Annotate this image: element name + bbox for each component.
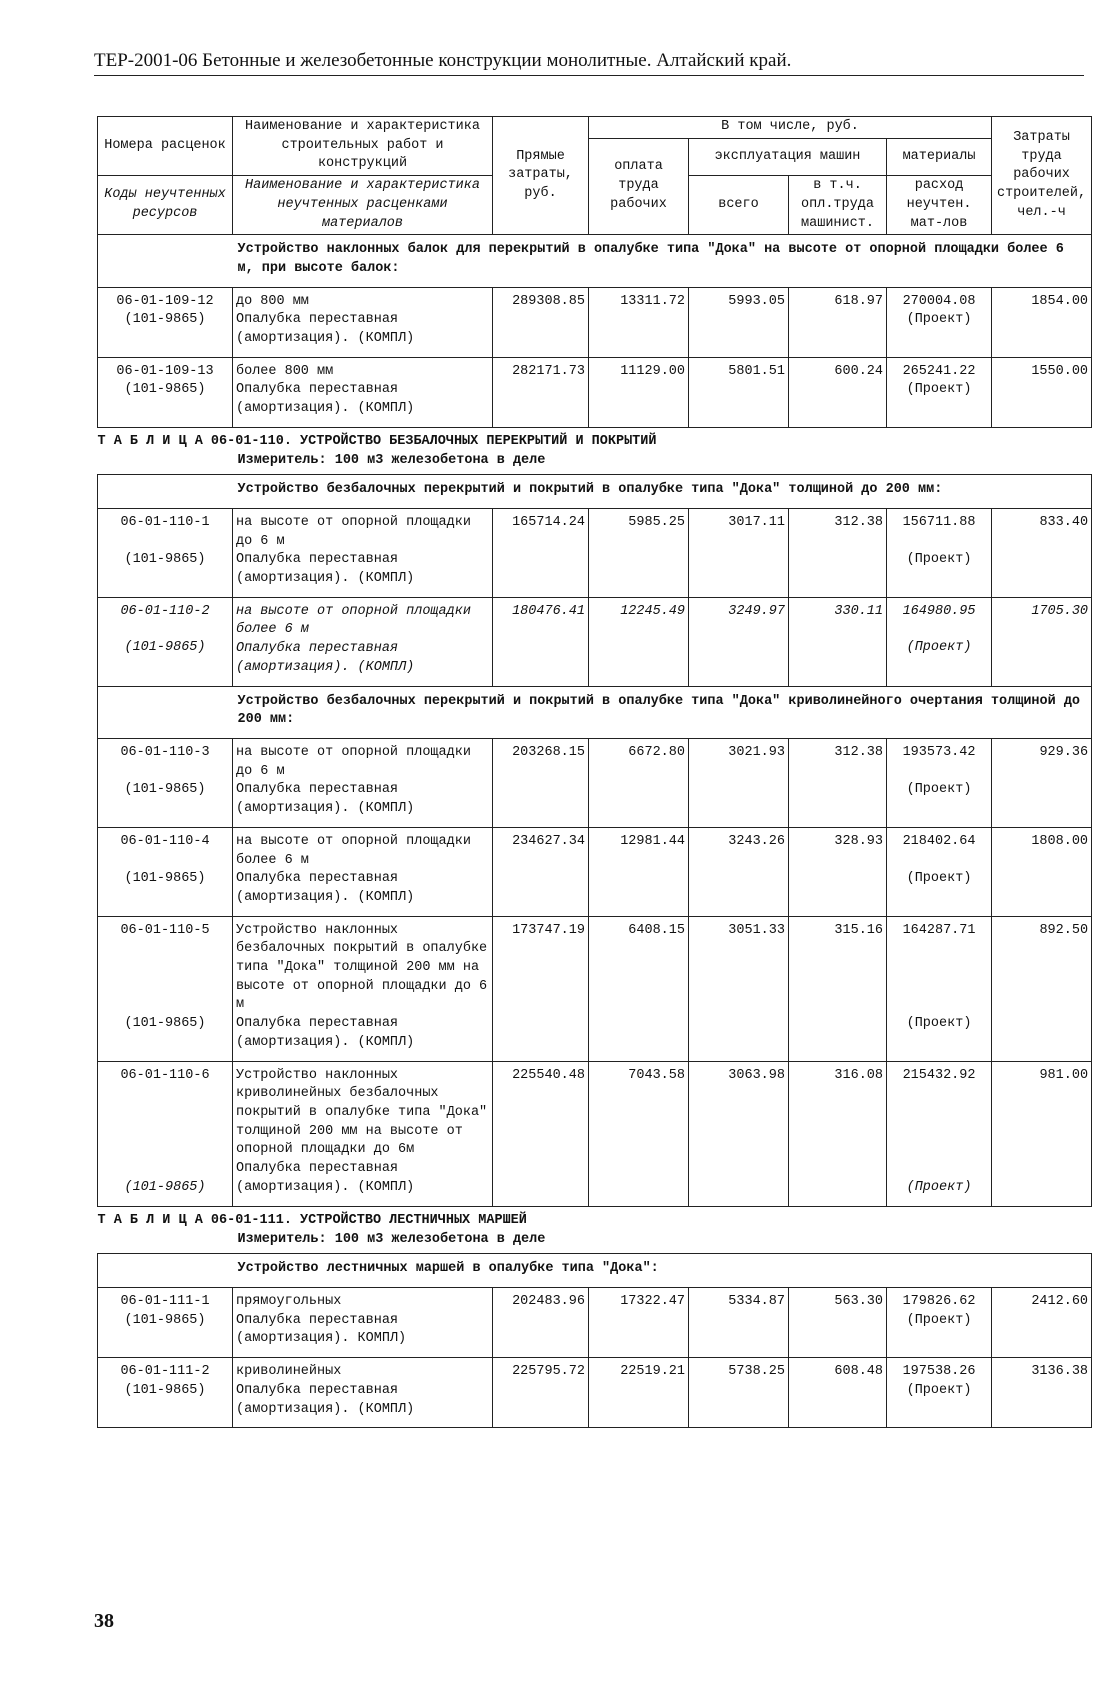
machines-labor: 312.38 (789, 738, 887, 827)
table-row (98, 1061, 1092, 1206)
labor-hours: 1550.00 (992, 357, 1092, 427)
labor-pay: 11129.00 (589, 357, 689, 427)
materials-project: (Проект) (906, 1016, 972, 1032)
rates-table (97, 116, 1092, 1428)
resource-code: (101-9865) (124, 870, 206, 886)
machines-labor: 618.97 (789, 287, 887, 357)
table-caption: Т А Б Л И Ц А 06-01-111. УСТРОЙСТВО ЛЕСТНИЧНЫХ МАРШЕЙ (97, 1212, 527, 1228)
machines-labor: 315.16 (789, 916, 887, 1061)
work-name: более 800 мм (236, 363, 334, 379)
materials-cost: 218402.64 (902, 833, 976, 849)
col-materials: материалы (887, 138, 992, 175)
material-name: Опалубка переставная (амортизация). (КОМПЛ) (236, 382, 415, 417)
col-rate-numbers: Номера расценок (98, 117, 233, 176)
section-title: Устройство безбалочных перекрытий и покрытий в опалубке типа "Дока" толщиной до 200 мм: (233, 475, 1092, 509)
rates-sheet (97, 116, 1091, 1428)
rate-code: 06-01-110-3 (120, 744, 210, 760)
work-name: до 800 мм (236, 293, 309, 309)
rate-code: 06-01-109-12 (116, 293, 214, 309)
machines-labor: 608.48 (789, 1358, 887, 1428)
work-name: прямоугольных (236, 1294, 342, 1310)
resource-code: (101-9865) (124, 1180, 206, 1196)
table-caption: Т А Б Л И Ц А 06-01-110. УСТРОЙСТВО БЕЗБАЛОЧНЫХ ПЕРЕКРЫТИЙ И ПОКРЫТИЙ (97, 433, 657, 449)
material-name: Опалубка переставная (амортизация). (КОМПЛ) (236, 641, 415, 675)
machines-total: 5334.87 (689, 1288, 789, 1358)
work-name: криволинейных (236, 1364, 342, 1380)
direct-cost: 165714.24 (493, 508, 589, 597)
machines-total: 5993.05 (689, 287, 789, 357)
machines-total: 3051.33 (689, 916, 789, 1061)
materials-project: (Проект) (906, 1180, 972, 1196)
col-material-name: Наименование и характеристика неучтенных расценками материалов (233, 176, 493, 235)
direct-cost: 225540.48 (493, 1061, 589, 1206)
resource-code: (101-9865) (124, 781, 206, 797)
material-name: Опалубка переставная (амортизация). (КОМПЛ) (236, 312, 415, 347)
table-row (98, 738, 1092, 827)
page-header: ТЕР-2001-06 Бетонные и железобетонные конструкции монолитные. Алтайский край. (94, 50, 1084, 76)
col-labor-pay: оплата труда рабочих (589, 138, 689, 235)
work-name: Устройство наклонных криволинейных безбалочных покрытий в опалубке типа "Дока" толщиной 200 мм на высоте от опорной площадки до 6м (236, 1067, 488, 1158)
materials-project: (Проект) (906, 1382, 972, 1398)
labor-pay: 13311.72 (589, 287, 689, 357)
machines-labor: 330.11 (789, 597, 887, 686)
table-row (98, 357, 1092, 427)
labor-hours: 929.36 (992, 738, 1092, 827)
materials-cost: 265241.22 (902, 363, 976, 379)
materials-project: (Проект) (906, 551, 972, 567)
resource-code: (101-9865) (124, 640, 206, 656)
col-including: В том числе, руб. (589, 117, 992, 139)
machines-labor: 312.38 (789, 508, 887, 597)
labor-pay: 6672.80 (589, 738, 689, 827)
materials-project: (Проект) (906, 870, 972, 886)
material-name: Опалубка переставная (амортизация). (КОМПЛ) (236, 552, 415, 587)
resource-code: (101-9865) (124, 312, 206, 328)
rates-body (98, 235, 1092, 1428)
col-direct-costs: Прямые затраты, руб. (493, 117, 589, 235)
table-row (98, 916, 1092, 1061)
table-row (98, 1288, 1092, 1358)
rate-code: 06-01-111-1 (120, 1294, 210, 1310)
section-title: Устройство наклонных балок для перекрытий в опалубке типа "Дока" на высоте от опорной площадки более 6 м, при высоте балок: (233, 235, 1092, 287)
materials-cost: 179826.62 (902, 1294, 976, 1310)
materials-cost: 164980.95 (902, 603, 976, 619)
rate-code: 06-01-109-13 (116, 363, 214, 379)
rate-code: 06-01-110-6 (120, 1067, 210, 1083)
labor-pay: 17322.47 (589, 1288, 689, 1358)
col-labor-hours: Затраты труда рабочих строителей, чел.-ч (992, 117, 1092, 235)
direct-cost: 282171.73 (493, 357, 589, 427)
col-machines-labor: в т.ч. опл.труда машинист. (789, 176, 887, 235)
materials-project: (Проект) (906, 781, 972, 797)
labor-hours: 1808.00 (992, 827, 1092, 916)
direct-cost: 225795.72 (493, 1358, 589, 1428)
table-row (98, 287, 1092, 357)
labor-pay: 12981.44 (589, 827, 689, 916)
material-name: Опалубка переставная (амортизация). (КОМПЛ) (236, 1016, 415, 1050)
materials-project: (Проект) (906, 382, 972, 398)
machines-labor: 316.08 (789, 1061, 887, 1206)
table-measure: Измеритель: 100 м3 железобетона в деле (237, 452, 546, 468)
labor-hours: 2412.60 (992, 1288, 1092, 1358)
resource-code: (101-9865) (124, 551, 206, 567)
col-machines-total: всего (689, 176, 789, 235)
material-name: Опалубка переставная (амортизация). (КОМПЛ) (236, 871, 415, 905)
col-work-name: Наименование и характеристика строительных работ и конструкций (233, 117, 493, 176)
direct-cost: 180476.41 (493, 597, 589, 686)
labor-hours: 3136.38 (992, 1358, 1092, 1428)
work-name: Устройство наклонных безбалочных покрытий в опалубке типа "Дока" толщиной 200 мм на высоте от опорной площадки до 6 м (236, 922, 488, 1013)
col-materials-consumption: расход неучтен. мат-лов (887, 176, 992, 235)
labor-hours: 1854.00 (992, 287, 1092, 357)
machines-labor: 328.93 (789, 827, 887, 916)
materials-cost: 164287.71 (902, 922, 976, 938)
materials-cost: 193573.42 (902, 744, 976, 760)
rate-code: 06-01-110-1 (120, 514, 210, 530)
machines-total: 3063.98 (689, 1061, 789, 1206)
machines-total: 3017.11 (689, 508, 789, 597)
labor-hours: 1705.30 (992, 597, 1092, 686)
direct-cost: 203268.15 (493, 738, 589, 827)
work-name: на высоте от опорной площадки до 6 м (236, 514, 471, 549)
materials-cost: 270004.08 (902, 293, 976, 309)
labor-hours: 981.00 (992, 1061, 1092, 1206)
resource-code: (101-9865) (124, 1016, 206, 1032)
work-name: на высоте от опорной площадки до 6 м (236, 744, 471, 779)
resource-code: (101-9865) (124, 382, 206, 398)
resource-code: (101-9865) (124, 1382, 206, 1398)
material-name: Опалубка переставная (амортизация). (КОМПЛ) (236, 1382, 415, 1417)
machines-total: 3243.26 (689, 827, 789, 916)
labor-pay: 12245.49 (589, 597, 689, 686)
direct-cost: 173747.19 (493, 916, 589, 1061)
col-machines: эксплуатация машин (689, 138, 887, 175)
work-name: на высоте от опорной площадки более 6 м (236, 603, 471, 638)
labor-hours: 892.50 (992, 916, 1092, 1061)
labor-hours: 833.40 (992, 508, 1092, 597)
table-measure: Измеритель: 100 м3 железобетона в деле (237, 1231, 546, 1247)
labor-pay: 5985.25 (589, 508, 689, 597)
work-name: на высоте от опорной площадки более 6 м (236, 833, 471, 868)
materials-project: (Проект) (906, 640, 972, 656)
materials-cost: 197538.26 (902, 1364, 976, 1380)
col-resource-codes: Коды неучтенных ресурсов (98, 176, 233, 235)
labor-pay: 6408.15 (589, 916, 689, 1061)
direct-cost: 289308.85 (493, 287, 589, 357)
labor-pay: 22519.21 (589, 1358, 689, 1428)
page-number: 38 (94, 1610, 114, 1632)
rate-code: 06-01-110-5 (120, 922, 210, 938)
machines-total: 5801.51 (689, 357, 789, 427)
machines-total: 5738.25 (689, 1358, 789, 1428)
table-row (98, 1358, 1092, 1428)
section-title: Устройство безбалочных перекрытий и покрытий в опалубке типа "Дока" криволинейного очертания толщиной до 200 мм: (233, 686, 1092, 738)
labor-pay: 7043.58 (589, 1061, 689, 1206)
materials-project: (Проект) (906, 312, 972, 328)
resource-code: (101-9865) (124, 1312, 206, 1328)
direct-cost: 234627.34 (493, 827, 589, 916)
machines-labor: 563.30 (789, 1288, 887, 1358)
machines-total: 3249.97 (689, 597, 789, 686)
materials-project: (Проект) (906, 1312, 972, 1328)
rate-code: 06-01-110-4 (120, 833, 210, 849)
table-row (98, 508, 1092, 597)
material-name: Опалубка переставная (амортизация). (КОМПЛ) (236, 1161, 415, 1195)
materials-cost: 215432.92 (902, 1067, 976, 1083)
rate-code: 06-01-110-2 (120, 603, 210, 619)
table-row (98, 827, 1092, 916)
material-name: Опалубка переставная (амортизация). (КОМПЛ) (236, 782, 415, 817)
direct-cost: 202483.96 (493, 1288, 589, 1358)
rate-code: 06-01-111-2 (120, 1364, 210, 1380)
material-name: Опалубка переставная (амортизация). КОМПЛ) (236, 1312, 407, 1347)
machines-labor: 600.24 (789, 357, 887, 427)
materials-cost: 156711.88 (902, 514, 976, 530)
table-row (98, 597, 1092, 686)
section-title: Устройство лестничных маршей в опалубке типа "Дока": (233, 1254, 1092, 1288)
machines-total: 3021.93 (689, 738, 789, 827)
